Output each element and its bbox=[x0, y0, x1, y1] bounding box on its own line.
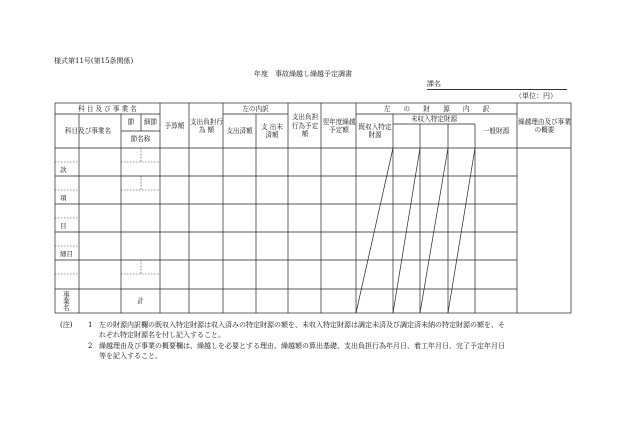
department-label: 課名 bbox=[427, 80, 441, 88]
note-1-line-1: 左の財源内訳欄の既収入特定財源は収入済みの特定財源の額を、未収入特定財源は調定未済及び調定済未納の特定財源の額を、そ bbox=[99, 321, 505, 329]
row-label-saimoku: 細目 bbox=[60, 250, 73, 258]
row-label-moku: 目 bbox=[60, 222, 67, 230]
document-title: 年度 事故繰越し繰越予定調書 bbox=[254, 70, 352, 78]
row-label-kou: 項 bbox=[60, 194, 67, 202]
form-number: 様式第11号(第15条関係) bbox=[54, 57, 134, 65]
header-unpaid: 支 出未済額 bbox=[261, 122, 283, 139]
header-unreceived-specific: 未収入特定財源 bbox=[410, 114, 458, 123]
header-saisetsu: 細節 bbox=[143, 118, 158, 127]
row-label-project-name: 事業名 bbox=[61, 291, 70, 311]
note-1-number: 1 bbox=[88, 321, 93, 329]
note-2-number: 2 bbox=[88, 342, 93, 350]
unit-label: （単位：円） bbox=[515, 92, 557, 100]
header-setsu-name: 節名称 bbox=[130, 135, 151, 144]
notes-prefix: (注) bbox=[60, 321, 73, 329]
header-paid: 支出済額 bbox=[226, 126, 253, 135]
note-2-line-1: 繰越理由及び事業の概要欄は、繰越しを必要とする理由、繰越額の算出基礎、支出負担行為年月日、着工年月日、完了予定年月日 bbox=[99, 342, 505, 350]
header-subject-group: 科 目 及 び 事 業 名 bbox=[78, 104, 137, 113]
header-expenditure-act: 支出負担行 為 額 bbox=[190, 117, 223, 134]
header-subject-and-project: 科目及び事業名 bbox=[64, 126, 112, 135]
note-2-line-2: 等を記入すること。 bbox=[99, 352, 162, 360]
header-breakdown: 左の内訳 bbox=[242, 104, 269, 113]
row-label-total: 計 bbox=[137, 296, 144, 305]
header-carryover: 翌年度繰越予定額 bbox=[322, 117, 356, 134]
row-label-kan: 款 bbox=[60, 166, 67, 174]
header-source-breakdown: 左 の 財 源 内 訳 bbox=[383, 104, 490, 113]
header-planned-expenditure: 支出負担行為予定額 bbox=[291, 113, 319, 139]
header-general: 一般財源 bbox=[482, 126, 510, 135]
note-1-line-2: れぞれ特定財源名を付し記入すること。 bbox=[99, 331, 225, 339]
header-setsu: 節 bbox=[127, 118, 135, 127]
header-received-specific: 既収入特定財源 bbox=[358, 122, 392, 139]
header-budget: 予算額 bbox=[164, 121, 185, 130]
header-reason: 繰越理由及び事業の概要 bbox=[518, 117, 571, 134]
